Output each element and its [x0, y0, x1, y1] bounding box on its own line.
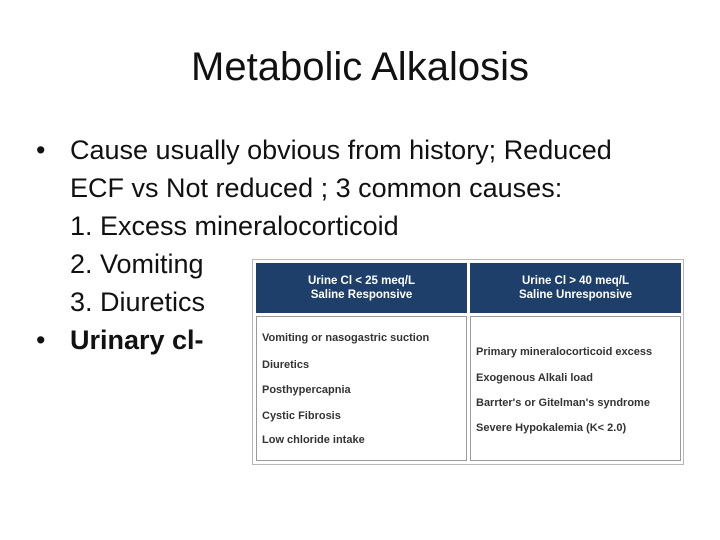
column-header-saline-unresponsive — [470, 263, 681, 313]
slide-title: Metabolic Alkalosis — [191, 45, 529, 89]
column-header-line: Urine Cl < 25 meq/L — [307, 275, 416, 287]
column-header-line: Saline Unresponsive — [518, 289, 633, 301]
table-cell: Posthypercapnia — [262, 384, 351, 396]
column-header-saline-responsive — [256, 263, 467, 313]
bullet-marker: • — [36, 325, 46, 355]
urine-chloride-table — [252, 259, 684, 465]
column-body-saline-unresponsive — [470, 316, 681, 461]
table-cell: Severe Hypokalemia (K< 2.0) — [476, 422, 627, 434]
column-body-saline-responsive — [256, 316, 467, 461]
table-cell: Vomiting or nasogastric suction — [262, 332, 430, 344]
bullet-line: Cause usually obvious from history; Reduced — [70, 135, 612, 165]
column-header-line: Saline Responsive — [310, 289, 413, 301]
bullet-marker: • — [36, 135, 46, 165]
table-cell: Barrter's or Gitelman's syndrome — [476, 397, 650, 409]
bullet-line: 2. Vomiting — [70, 249, 204, 279]
bullet-line: ECF vs Not reduced ; 3 common causes: — [70, 173, 563, 203]
table-cell: Primary mineralocorticoid excess — [476, 346, 653, 358]
bullet-line: 3. Diuretics — [70, 287, 206, 317]
table-cell: Low chloride intake — [262, 434, 365, 446]
table-cell: Diuretics — [262, 359, 310, 371]
bullet-line: Urinary cl- — [70, 325, 204, 355]
bullet-line: 1. Excess mineralocorticoid — [70, 211, 399, 241]
column-header-line: Urine Cl > 40 meq/L — [521, 275, 630, 287]
table-cell: Cystic Fibrosis — [262, 410, 341, 422]
table-cell: Exogenous Alkali load — [476, 372, 593, 384]
